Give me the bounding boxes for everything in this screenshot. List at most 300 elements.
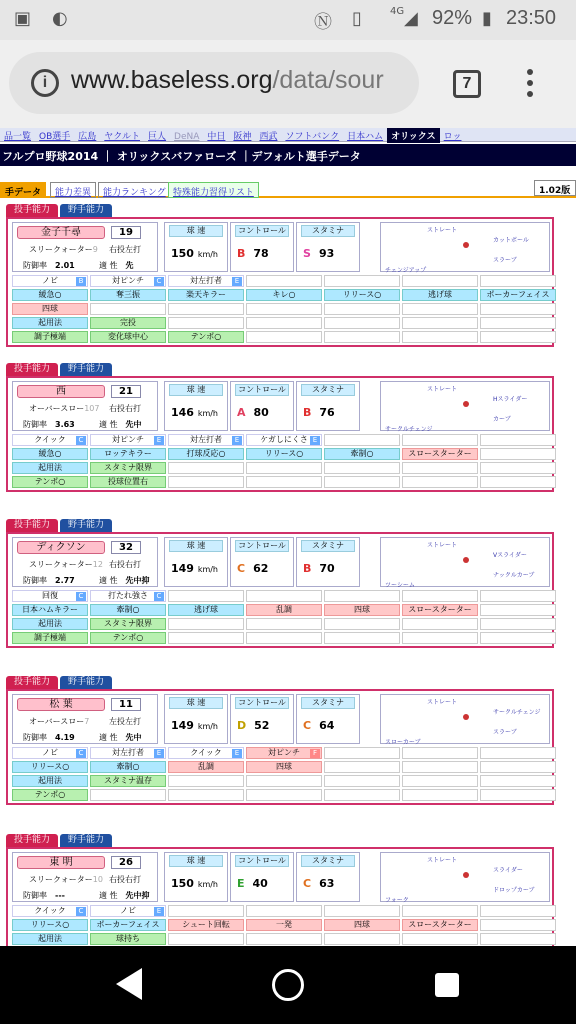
speed-value: 149 [171, 562, 194, 575]
ability-text: 打球反応○ [186, 449, 226, 458]
tab-player-data[interactable]: 手データ [0, 182, 46, 198]
ability-cell [246, 933, 322, 945]
ability-cell [90, 618, 166, 630]
ability-cell [168, 789, 244, 801]
era-value: 3.63 [55, 420, 75, 429]
ability-cell [168, 618, 244, 630]
ability-text: 牽制○ [350, 449, 374, 458]
pitch-label: ストレート [427, 857, 458, 864]
ability-cell [90, 590, 166, 602]
pitcher-tab[interactable]: 投手能力 [6, 676, 58, 689]
ability-cell [246, 747, 322, 759]
ability-row [12, 331, 548, 345]
ability-cell [324, 919, 400, 931]
player-info [12, 852, 158, 902]
ability-row [12, 317, 548, 331]
pitch-chart [380, 537, 550, 587]
ability-text: テンポ○ [34, 790, 66, 799]
ability-cell [90, 632, 166, 644]
ability-cell [480, 761, 556, 773]
ability-text: シュート回転 [182, 920, 230, 929]
ability-cell [168, 275, 244, 287]
ability-text: 奪三振 [116, 290, 140, 299]
contact-card-icon: ▣ [14, 8, 32, 29]
ability-text: ノビ [42, 276, 58, 285]
control-box [230, 694, 294, 744]
ability-grade: E [232, 749, 242, 758]
ability-cell [12, 289, 88, 301]
pitch-label: スラーブ [493, 729, 517, 736]
ability-cell [12, 590, 88, 602]
ability-cell [324, 905, 400, 917]
clock: 23:50 [506, 7, 557, 29]
status-bar [0, 0, 576, 40]
ability-cell [480, 434, 556, 446]
url-path: /data/sour [272, 66, 384, 94]
ability-text: 対左打者 [190, 435, 222, 444]
url-host: www.baseless.org [71, 66, 273, 94]
speed-value: 150 [171, 247, 194, 260]
network-type: 4G [390, 6, 405, 17]
ability-text: 対ピンチ [112, 435, 144, 444]
ability-text: スロースターター [408, 920, 472, 929]
player-name: 西 [17, 385, 105, 398]
ability-cell [246, 618, 322, 630]
url-text[interactable] [71, 66, 411, 95]
more-menu-icon[interactable] [520, 66, 540, 102]
ability-cell [246, 775, 322, 787]
ability-grade: C [154, 277, 164, 286]
battery-percent: 92% [432, 7, 473, 29]
ability-row [12, 289, 548, 303]
tab-ability-ranking[interactable]: 能力ランキング [98, 182, 171, 198]
nav-item[interactable]: ロッ [443, 132, 462, 142]
throw-bat: 右投右打 [109, 404, 141, 413]
ability-grade: C [76, 592, 86, 601]
ability-row [12, 905, 548, 919]
fielder-tab[interactable]: 野手能力 [60, 519, 112, 532]
ability-text: 牽制○ [116, 762, 140, 771]
ability-cell [402, 448, 478, 460]
control-rank: C [237, 562, 246, 575]
page-title: フルプロ野球2014 ｜ オリックスバファローズ ｜デフォルト選手データ [0, 144, 576, 166]
era-value: 4.19 [55, 733, 75, 742]
ability-cell [480, 462, 556, 474]
pitch-label: ドロップカーブ [493, 887, 535, 894]
ability-text: 逃げ球 [194, 605, 218, 614]
ability-row [12, 303, 548, 317]
ability-text: ノビ [120, 906, 136, 915]
ability-cell [12, 604, 88, 616]
stamina-label: スタミナ [301, 855, 355, 867]
pitcher-tab[interactable]: 投手能力 [6, 834, 58, 847]
ability-row [12, 775, 548, 789]
ability-cell [168, 448, 244, 460]
ability-cell [402, 789, 478, 801]
nav-item[interactable]: 西武 [259, 132, 278, 142]
vibrate-icon: ▯ [352, 8, 362, 29]
ability-cell [480, 604, 556, 616]
pitch-label: ナックルカーブ [493, 572, 535, 579]
control-value: 62 [253, 562, 269, 575]
ability-cell [12, 632, 88, 644]
stamina-rank: C [303, 719, 312, 732]
ability-text: 逃げ球 [428, 290, 452, 299]
ability-grade: C [76, 436, 86, 445]
pitching-form: スリークォーター [29, 245, 93, 254]
aptitude-label: 適 性 [99, 420, 118, 429]
speed-label: 球 速 [169, 540, 223, 552]
ability-row [12, 462, 548, 476]
ability-text: テンポ○ [190, 332, 222, 341]
fielder-tab[interactable]: 野手能力 [60, 676, 112, 689]
ability-cell [12, 331, 88, 343]
ability-cell [324, 761, 400, 773]
speed-unit: km/h [197, 722, 219, 731]
ability-text: 対ピンチ [268, 748, 300, 757]
ability-cell [402, 275, 478, 287]
ability-grade: E [232, 277, 242, 286]
ability-text: ノビ [42, 748, 58, 757]
speed-unit: km/h [197, 565, 219, 574]
pitcher-tab[interactable]: 投手能力 [6, 519, 58, 532]
speed-label: 球 速 [169, 384, 223, 396]
ability-cell [168, 590, 244, 602]
stamina-label: スタミナ [301, 225, 355, 237]
ability-row [12, 789, 548, 803]
ability-text: 調子極端 [34, 633, 66, 642]
ability-cell [480, 747, 556, 759]
pitch-label: Hスライダー [493, 396, 528, 403]
ability-cell [480, 919, 556, 931]
ability-cell [168, 331, 244, 343]
ability-cell [480, 448, 556, 460]
control-box [230, 381, 294, 431]
ability-cell [90, 448, 166, 460]
tab-ability-diff[interactable]: 能力差異 [50, 182, 96, 198]
ability-cell [90, 604, 166, 616]
ability-cell [12, 775, 88, 787]
battery-icon: ▮ [482, 8, 492, 29]
player-info [12, 222, 158, 272]
stamina-value: 64 [319, 719, 335, 732]
era-label: 防御率 [23, 733, 47, 742]
player-number: 32 [111, 541, 141, 554]
aptitude-label: 適 性 [99, 261, 118, 270]
ability-cell [324, 331, 400, 343]
ability-row [12, 448, 548, 462]
ability-cell [246, 604, 322, 616]
ability-row [12, 747, 548, 761]
ability-cell [402, 476, 478, 488]
ability-cell [168, 604, 244, 616]
era-label: 防御率 [23, 891, 47, 900]
recents-icon[interactable] [435, 973, 459, 997]
ability-text: スタミナ限界 [104, 619, 152, 628]
ability-cell [480, 289, 556, 301]
stamina-box [296, 537, 360, 587]
nav-item[interactable]: 阪神 [233, 132, 252, 142]
ability-grade: E [154, 749, 164, 758]
ability-cell [168, 462, 244, 474]
tab-skill-list[interactable]: 特殊能力習得リスト [168, 182, 259, 198]
ability-cell [246, 331, 322, 343]
ability-text: 四球 [354, 605, 370, 614]
ability-row [12, 933, 548, 946]
control-box [230, 222, 294, 272]
pitch-chart [380, 381, 550, 431]
stamina-rank: C [303, 877, 312, 890]
ability-text: 対左打者 [112, 748, 144, 757]
pitch-label: サークルチェンジ [493, 709, 541, 716]
ability-cell [402, 303, 478, 315]
aptitude-label: 適 性 [99, 733, 118, 742]
fielder-tab[interactable]: 野手能力 [60, 363, 112, 376]
ability-cell [168, 434, 244, 446]
ability-text: リリース○ [30, 920, 70, 929]
pitching-form: オーバースロー [29, 404, 85, 413]
ability-text: 打たれ強さ [108, 591, 148, 600]
ability-grade: C [76, 907, 86, 916]
info-icon[interactable]: i [31, 69, 59, 97]
ability-cell [90, 761, 166, 773]
form-number: 10 [92, 875, 103, 884]
pitch-label: ストレート [427, 227, 458, 234]
nav-item[interactable]: 巨人 [148, 132, 167, 142]
ability-text: 投球位置右 [108, 477, 148, 486]
ability-cell [90, 775, 166, 787]
ability-text: 一発 [276, 920, 292, 929]
pitch-label: カーブ [493, 416, 511, 423]
ability-cell [324, 618, 400, 630]
ability-row [12, 434, 548, 448]
ability-cell [246, 761, 322, 773]
control-value: 40 [252, 877, 268, 890]
ability-cell [246, 303, 322, 315]
pitch-label: Vスライダー [493, 552, 527, 559]
nav-item[interactable]: OB選手 [39, 132, 71, 142]
ability-cell [324, 590, 400, 602]
player-number: 21 [111, 385, 141, 398]
pitcher-tab[interactable]: 投手能力 [6, 204, 58, 217]
ability-cell [402, 632, 478, 644]
nav-item[interactable]: ヤクルト [104, 132, 141, 142]
ability-text: 起用法 [38, 463, 62, 472]
stamina-label: スタミナ [301, 697, 355, 709]
player-info [12, 694, 158, 744]
tab-switcher-button[interactable]: 7 [453, 70, 481, 98]
stamina-label: スタミナ [301, 540, 355, 552]
pitching-form: オーバースロー [29, 717, 85, 726]
pitch-label: スローカーブ [385, 739, 421, 746]
home-icon[interactable] [272, 969, 304, 1001]
ability-cell [168, 476, 244, 488]
ability-cell [480, 331, 556, 343]
ability-cell [168, 775, 244, 787]
stamina-box [296, 694, 360, 744]
ability-cell [402, 462, 478, 474]
fielder-tab[interactable]: 野手能力 [60, 204, 112, 217]
ability-cell [402, 919, 478, 931]
ability-cell [324, 632, 400, 644]
ability-grade: E [232, 436, 242, 445]
ability-cell [402, 434, 478, 446]
control-label: コントロール [235, 384, 289, 396]
ability-row [12, 476, 548, 490]
ability-text: 牽制○ [116, 605, 140, 614]
stamina-value: 63 [319, 877, 335, 890]
aptitude-value: 先中 [125, 420, 142, 429]
player-number: 11 [111, 698, 141, 711]
ability-cell [12, 434, 88, 446]
ability-cell [12, 933, 88, 945]
control-label: コントロール [235, 855, 289, 867]
ability-text: スタミナ限界 [104, 463, 152, 472]
aptitude-value: 先中抑 [125, 891, 150, 900]
ability-cell [246, 905, 322, 917]
player-info [12, 537, 158, 587]
ability-cell [480, 275, 556, 287]
signal-icon: ◢ [404, 8, 418, 29]
ability-cell [480, 618, 556, 630]
ability-text: 乱調 [276, 605, 292, 614]
nav-item[interactable]: 日本ハム [347, 132, 384, 142]
ability-cell [12, 747, 88, 759]
stamina-rank: B [303, 406, 312, 419]
web-page [0, 128, 576, 946]
ability-text: テンポ○ [112, 633, 144, 642]
ability-text: スロースターター [408, 605, 472, 614]
pitch-label: サークルチェンジ [385, 426, 433, 433]
ability-text: リリース○ [30, 762, 70, 771]
ability-text: ポーカーフェイス [96, 920, 160, 929]
aptitude-value: 先中抑 [125, 576, 150, 585]
stamina-value: 70 [319, 562, 335, 575]
ability-cell [12, 476, 88, 488]
throw-bat: 右投左打 [109, 245, 141, 254]
stamina-rank: B [303, 562, 312, 575]
ability-text: 緩急○ [38, 449, 62, 458]
nav-item[interactable]: 品一覧 [4, 132, 32, 142]
form-number: 107 [84, 404, 100, 413]
android-nav-bar [0, 946, 576, 1024]
era-value: 2.77 [55, 576, 75, 585]
ability-cell [480, 476, 556, 488]
control-label: コントロール [235, 697, 289, 709]
ability-cell [12, 462, 88, 474]
ability-text: 楽天キラー [186, 290, 226, 299]
ability-cell [90, 303, 166, 315]
ability-cell [12, 275, 88, 287]
stamina-label: スタミナ [301, 384, 355, 396]
nav-item[interactable]: ソフトバンク [285, 132, 340, 142]
control-rank: A [237, 406, 246, 419]
pitch-origin-icon [463, 242, 469, 248]
pitch-label: チェンジアップ [385, 267, 427, 274]
ability-cell [246, 448, 322, 460]
ability-cell [168, 632, 244, 644]
throw-bat: 左投左打 [109, 717, 141, 726]
ability-cell [402, 289, 478, 301]
ability-cell [90, 289, 166, 301]
speed-label: 球 速 [169, 697, 223, 709]
ability-cell [324, 303, 400, 315]
ability-text: ポーカーフェイス [486, 290, 550, 299]
ability-cell [324, 289, 400, 301]
era-value: 2.01 [55, 261, 75, 270]
speed-box [164, 694, 228, 744]
control-label: コントロール [235, 540, 289, 552]
ability-cell [246, 789, 322, 801]
pitch-origin-icon [463, 557, 469, 563]
era-label: 防御率 [23, 261, 47, 270]
ability-cell [480, 632, 556, 644]
nav-item[interactable]: 中日 [207, 132, 226, 142]
ability-cell [246, 476, 322, 488]
ability-cell [480, 775, 556, 787]
ability-text: キレ○ [272, 290, 296, 299]
ability-cell [246, 590, 322, 602]
form-number: 7 [84, 717, 90, 726]
ability-cell [480, 317, 556, 329]
ability-cell [324, 275, 400, 287]
ability-cell [324, 933, 400, 945]
speed-label: 球 速 [169, 855, 223, 867]
nav-item[interactable]: DeNA [174, 132, 200, 142]
ability-text: クイック [34, 435, 66, 444]
pitch-label: スラーブ [493, 257, 517, 264]
team-nav [0, 128, 576, 142]
ability-text: 調子極端 [34, 332, 66, 341]
back-icon[interactable] [116, 968, 142, 1000]
ability-text: 四球 [42, 304, 58, 313]
ability-cell [168, 317, 244, 329]
ability-text: 起用法 [38, 619, 62, 628]
era-label: 防御率 [23, 576, 47, 585]
player-name: 金子千尋 [17, 226, 105, 239]
aptitude-label: 適 性 [99, 891, 118, 900]
player-name: ディクソン [17, 541, 105, 554]
address-bar[interactable] [9, 52, 419, 114]
control-value: 52 [254, 719, 270, 732]
nav-item[interactable]: オリックス [387, 128, 440, 143]
ability-cell [246, 462, 322, 474]
fielder-tab[interactable]: 野手能力 [60, 834, 112, 847]
player-name: 松 葉 [17, 698, 105, 711]
pitcher-tab[interactable]: 投手能力 [6, 363, 58, 376]
ability-cell [324, 775, 400, 787]
speed-box [164, 222, 228, 272]
ability-text: 完投 [120, 318, 136, 327]
player-number: 19 [111, 226, 141, 239]
aptitude-label: 適 性 [99, 576, 118, 585]
ability-cell [90, 933, 166, 945]
nav-item[interactable]: 広島 [78, 132, 97, 142]
pitch-label: スライダー [493, 867, 523, 874]
ability-cell [324, 317, 400, 329]
ability-cell [246, 289, 322, 301]
pitch-label: ストレート [427, 699, 458, 706]
version-badge: 1.02版 [534, 180, 576, 196]
ability-cell [324, 789, 400, 801]
ability-cell [90, 789, 166, 801]
speed-unit: km/h [197, 409, 219, 418]
pitch-label: ツーシーム [385, 582, 415, 589]
control-rank: E [237, 877, 245, 890]
ability-cell [480, 905, 556, 917]
ability-row [12, 590, 548, 604]
era-value: --- [55, 891, 65, 900]
